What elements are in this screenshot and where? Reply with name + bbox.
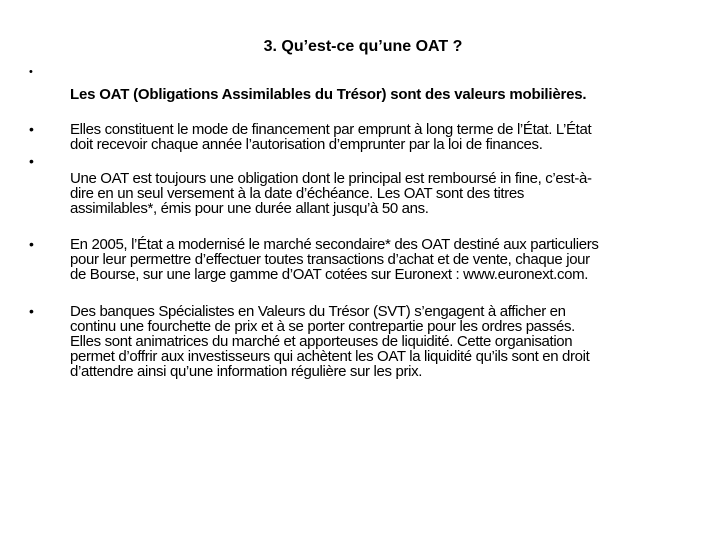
list-item-line: doit recevoir chaque année l’autorisation d’emprunter par la loi de finances. <box>70 136 543 153</box>
list-item-line: continu une fourchette de prix et à se porter contrepartie pour les ordres passés. <box>70 318 575 335</box>
list-item-line: pour leur permettre d’effectuer toutes transactions d’achat et de vente, chaque jour <box>70 251 590 268</box>
list-item-line: de Bourse, sur une large gamme d’OAT cotées sur Euronext : www.euronext.com. <box>70 266 589 283</box>
list-item <box>70 237 599 282</box>
bullet-icon: • <box>29 121 34 137</box>
bullet-icon: • <box>29 66 33 78</box>
bullet-icon: • <box>29 153 34 169</box>
list-item-line: Elles constituent le mode de financement par emprunt à long terme de l’État. L’État <box>70 121 592 138</box>
list-item-line: Des banques Spécialistes en Valeurs du Trésor (SVT) s’engagent à afficher en <box>70 303 566 320</box>
list-item-line: Elles sont animatrices du marché et apporteuses de liquidité. Cette organisation <box>70 333 573 350</box>
list-item-line: Les OAT (Obligations Assimilables du Trésor) sont des valeurs mobilières. <box>70 86 587 103</box>
slide-title: 3. Qu’est-ce qu’une OAT ? <box>263 38 463 55</box>
list-item <box>70 122 591 152</box>
list-item <box>70 87 586 102</box>
bullet-icon: • <box>29 303 34 319</box>
list-item <box>70 171 592 216</box>
list-item-line: permet d’offrir aux investisseurs qui achètent les OAT la liquidité qu’ils sont en droit <box>70 348 590 365</box>
list-item <box>70 304 589 379</box>
list-item-line: dire en un seul versement à la date d’échéance. Les OAT sont des titres <box>70 185 525 202</box>
bullet-icon: • <box>29 236 34 252</box>
list-item-line: En 2005, l’État a modernisé le marché secondaire* des OAT destiné aux particuliers <box>70 236 599 253</box>
list-item-line: assimilables*, émis pour une durée allant jusqu’à 50 ans. <box>70 200 429 217</box>
list-item-line: Une OAT est toujours une obligation dont le principal est remboursé in fine, c’est-à- <box>70 170 592 187</box>
list-item-line: d’attendre ainsi qu’une information régulière sur les prix. <box>70 363 423 380</box>
